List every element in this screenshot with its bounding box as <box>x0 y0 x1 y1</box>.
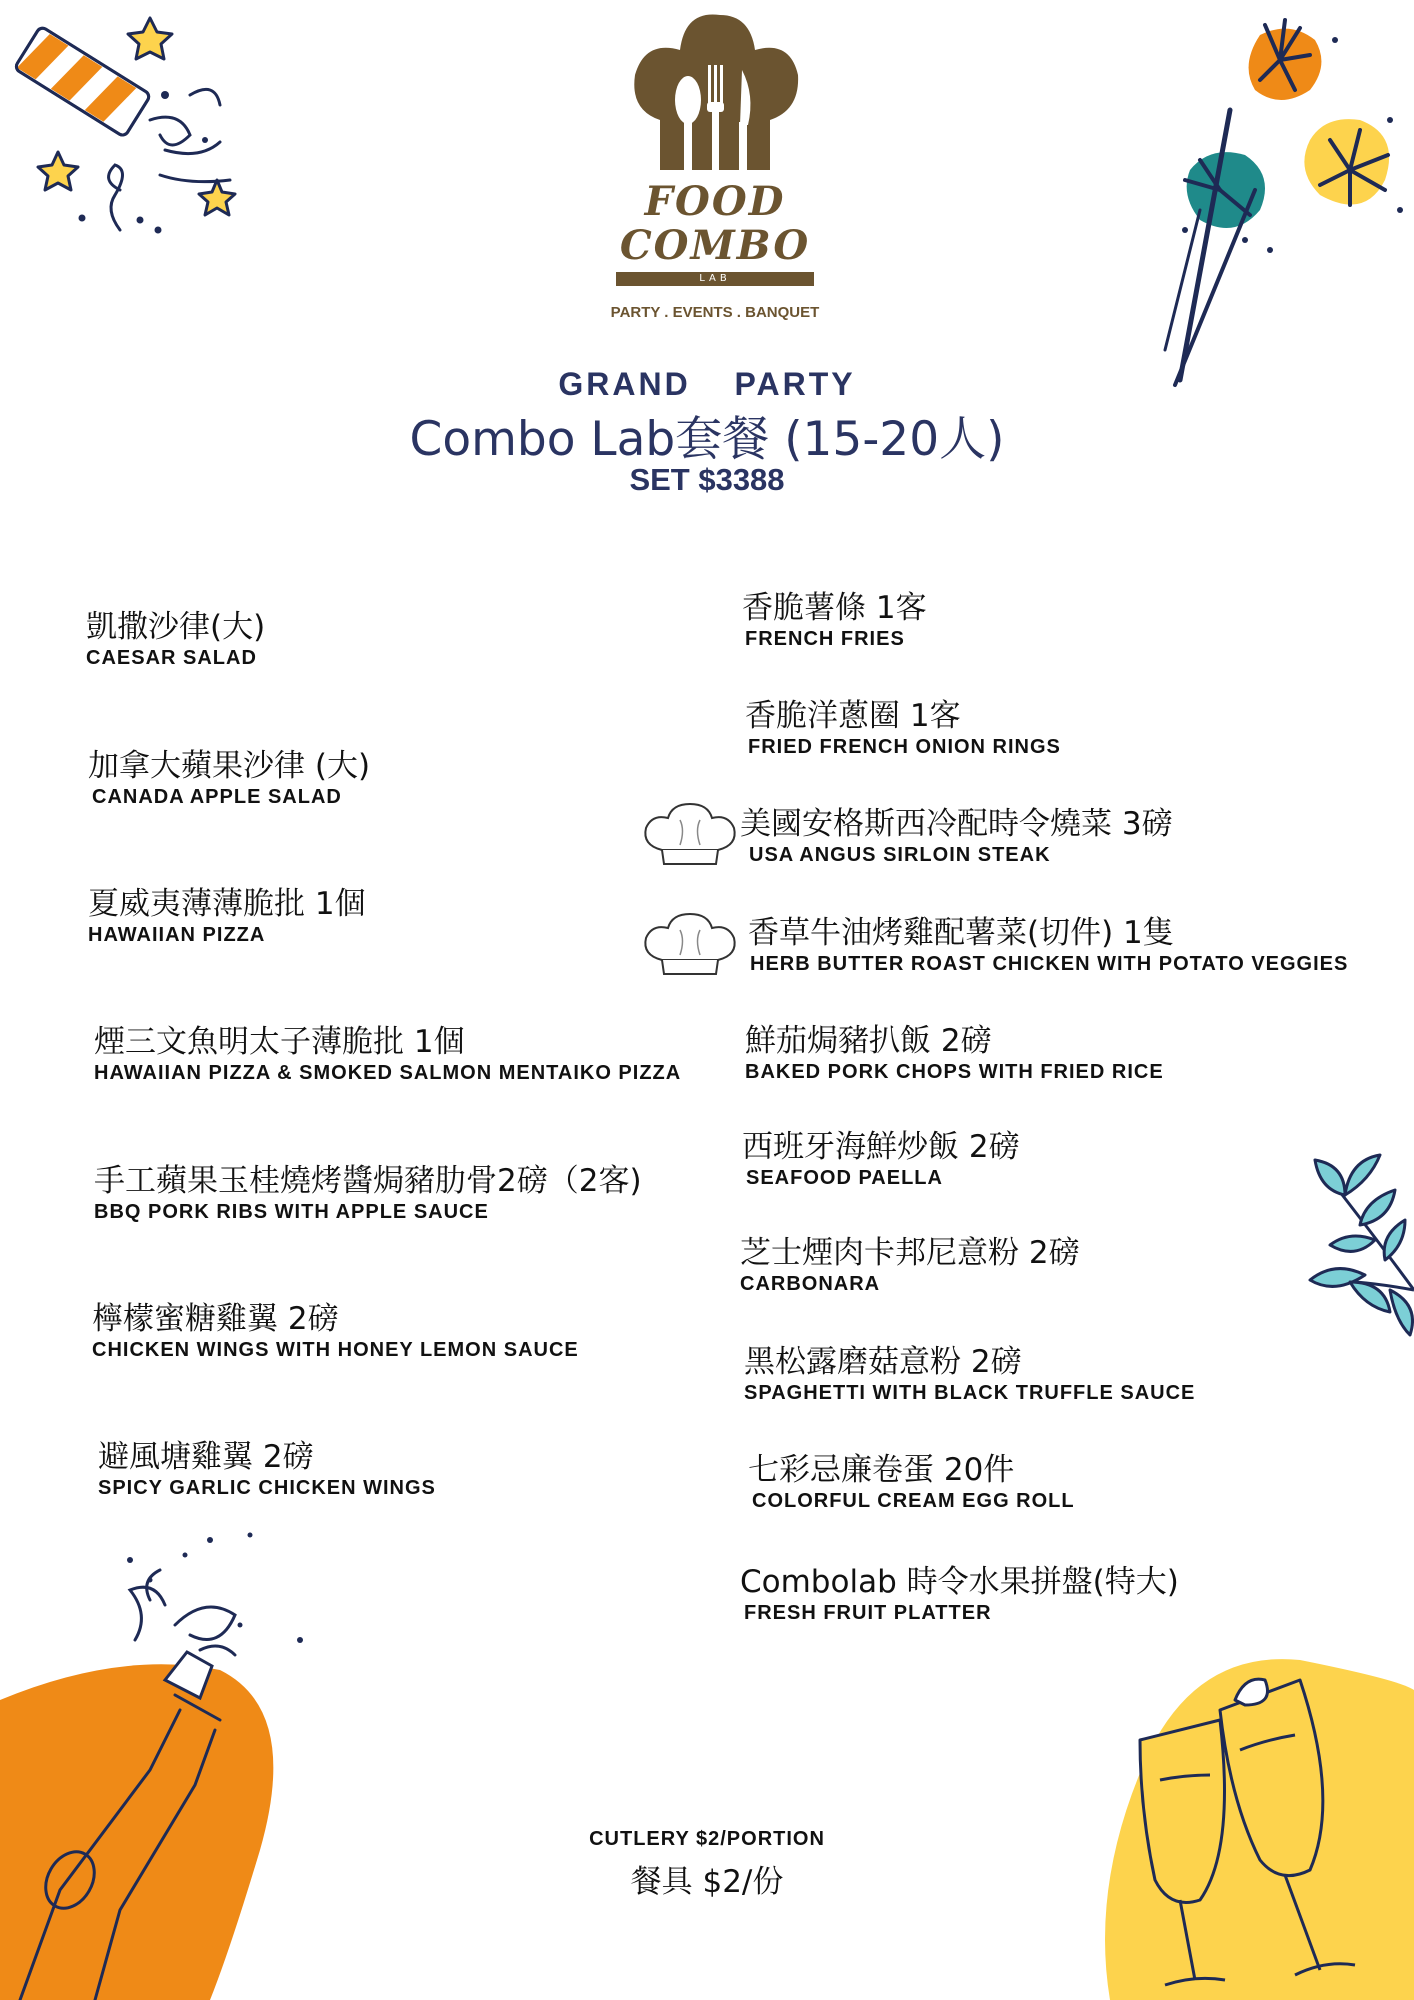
menu-item <box>88 747 370 809</box>
menu-item <box>740 805 1173 867</box>
page-title: Combo Lab套餐 (15-20人) <box>409 412 1005 467</box>
menu-item <box>740 1234 1080 1296</box>
menu-item <box>748 1451 1075 1513</box>
menu-item <box>745 1022 1164 1084</box>
page-subtitle: GRAND PARTY <box>558 366 856 402</box>
cutlery-fee-zh: 餐具 $2/份 <box>630 1864 784 1900</box>
menu-item-en: USA ANGUS SIRLOIN STEAK <box>749 844 1051 866</box>
menu-item-zh: 西班牙海鮮炒飯 2磅 <box>742 1129 1020 1165</box>
party-popper-icon <box>0 0 260 250</box>
menu-item-en: HERB BUTTER ROAST CHICKEN WITH POTATO VEGGIES <box>750 953 1349 975</box>
logo-bar: LAB <box>616 272 814 286</box>
menu-item-en: CARBONARA <box>740 1273 881 1295</box>
menu-item-zh: 避風塘雞翼 2磅 <box>98 1439 314 1475</box>
menu-item-en: FRIED FRENCH ONION RINGS <box>748 736 1061 758</box>
logo-line-2: COMBO <box>619 222 811 269</box>
menu-item-zh: 香脆薯條 1客 <box>742 590 927 626</box>
menu-item-en: SPICY GARLIC CHICKEN WINGS <box>98 1477 436 1499</box>
chef-hat-icon <box>640 800 740 868</box>
menu-item-zh: 美國安格斯西冷配時令燒菜 3磅 <box>740 806 1173 842</box>
menu-item-en: BAKED PORK CHOPS WITH FRIED RICE <box>745 1061 1164 1083</box>
menu-item-en: CHICKEN WINGS WITH HONEY LEMON SAUCE <box>92 1339 579 1361</box>
menu-item-zh: 手工蘋果玉桂燒烤醬焗豬肋骨2磅（2客) <box>94 1163 642 1199</box>
menu-item-en: SPAGHETTI WITH BLACK TRUFFLE SAUCE <box>744 1382 1196 1404</box>
menu-item-en: CANADA APPLE SALAD <box>92 786 342 808</box>
menu-item <box>94 1162 642 1224</box>
menu-item-zh: 煙三文魚明太子薄脆批 1個 <box>94 1024 465 1060</box>
menu-item-en: COLORFUL CREAM EGG ROLL <box>752 1490 1075 1512</box>
menu-item <box>742 589 927 651</box>
cutlery-fee-en: CUTLERY $2/PORTION <box>589 1828 825 1850</box>
chef-hat-icon <box>640 910 740 978</box>
menu-item <box>94 1023 681 1085</box>
menu-item <box>740 1563 1179 1625</box>
menu-item <box>742 1128 1020 1190</box>
leaf-branch-icon <box>1300 1150 1414 1370</box>
menu-item-en: HAWAIIAN PIZZA & SMOKED SALMON MENTAIKO PIZZA <box>94 1062 682 1084</box>
menu-item-en: FRENCH FRIES <box>745 628 905 650</box>
fireworks-icon <box>1160 0 1414 400</box>
menu-item <box>86 608 265 670</box>
champagne-bottle-icon <box>0 1530 320 2000</box>
menu-item <box>88 885 366 947</box>
menu-item-en: FRESH FRUIT PLATTER <box>744 1602 992 1624</box>
menu-item-zh: 夏威夷薄薄脆批 1個 <box>88 886 366 922</box>
menu-item-zh: Combolab 時令水果拼盤(特大) <box>740 1564 1179 1600</box>
menu-item-zh: 香草牛油烤雞配薯菜(切件) 1隻 <box>748 915 1174 951</box>
menu-item-zh: 加拿大蘋果沙律 (大) <box>88 748 371 784</box>
menu-item <box>92 1300 579 1362</box>
brand-logo <box>610 10 820 320</box>
menu-item-zh: 鮮茄焗豬扒飯 2磅 <box>745 1023 992 1059</box>
chef-hat-utensils-icon <box>630 10 800 180</box>
menu-item <box>98 1438 436 1500</box>
menu-item-zh: 黑松露磨菇意粉 2磅 <box>744 1344 1022 1380</box>
champagne-glasses-icon <box>1070 1630 1414 2000</box>
menu-item-zh: 凱撒沙律(大) <box>86 609 266 645</box>
menu-item <box>744 1343 1195 1405</box>
menu-item <box>745 697 1061 759</box>
menu-item-zh: 七彩忌廉卷蛋 20件 <box>748 1452 1015 1488</box>
menu-item-zh: 檸檬蜜糖雞翼 2磅 <box>92 1301 339 1337</box>
menu-item <box>748 914 1348 976</box>
menu-item-zh: 香脆洋蔥圈 1客 <box>745 698 961 734</box>
logo-line-1: FOOD <box>644 178 786 225</box>
menu-item-en: BBQ PORK RIBS WITH APPLE SAUCE <box>94 1201 489 1223</box>
logo-tagline: PARTY . EVENTS . BANQUET <box>610 304 820 321</box>
menu-item-en: SEAFOOD PAELLA <box>746 1167 943 1189</box>
menu-item-zh: 芝士煙肉卡邦尼意粉 2磅 <box>740 1235 1080 1271</box>
set-price: SET $3388 <box>629 462 785 497</box>
menu-item-en: CAESAR SALAD <box>86 647 257 669</box>
menu-item-en: HAWAIIAN PIZZA <box>88 924 266 946</box>
